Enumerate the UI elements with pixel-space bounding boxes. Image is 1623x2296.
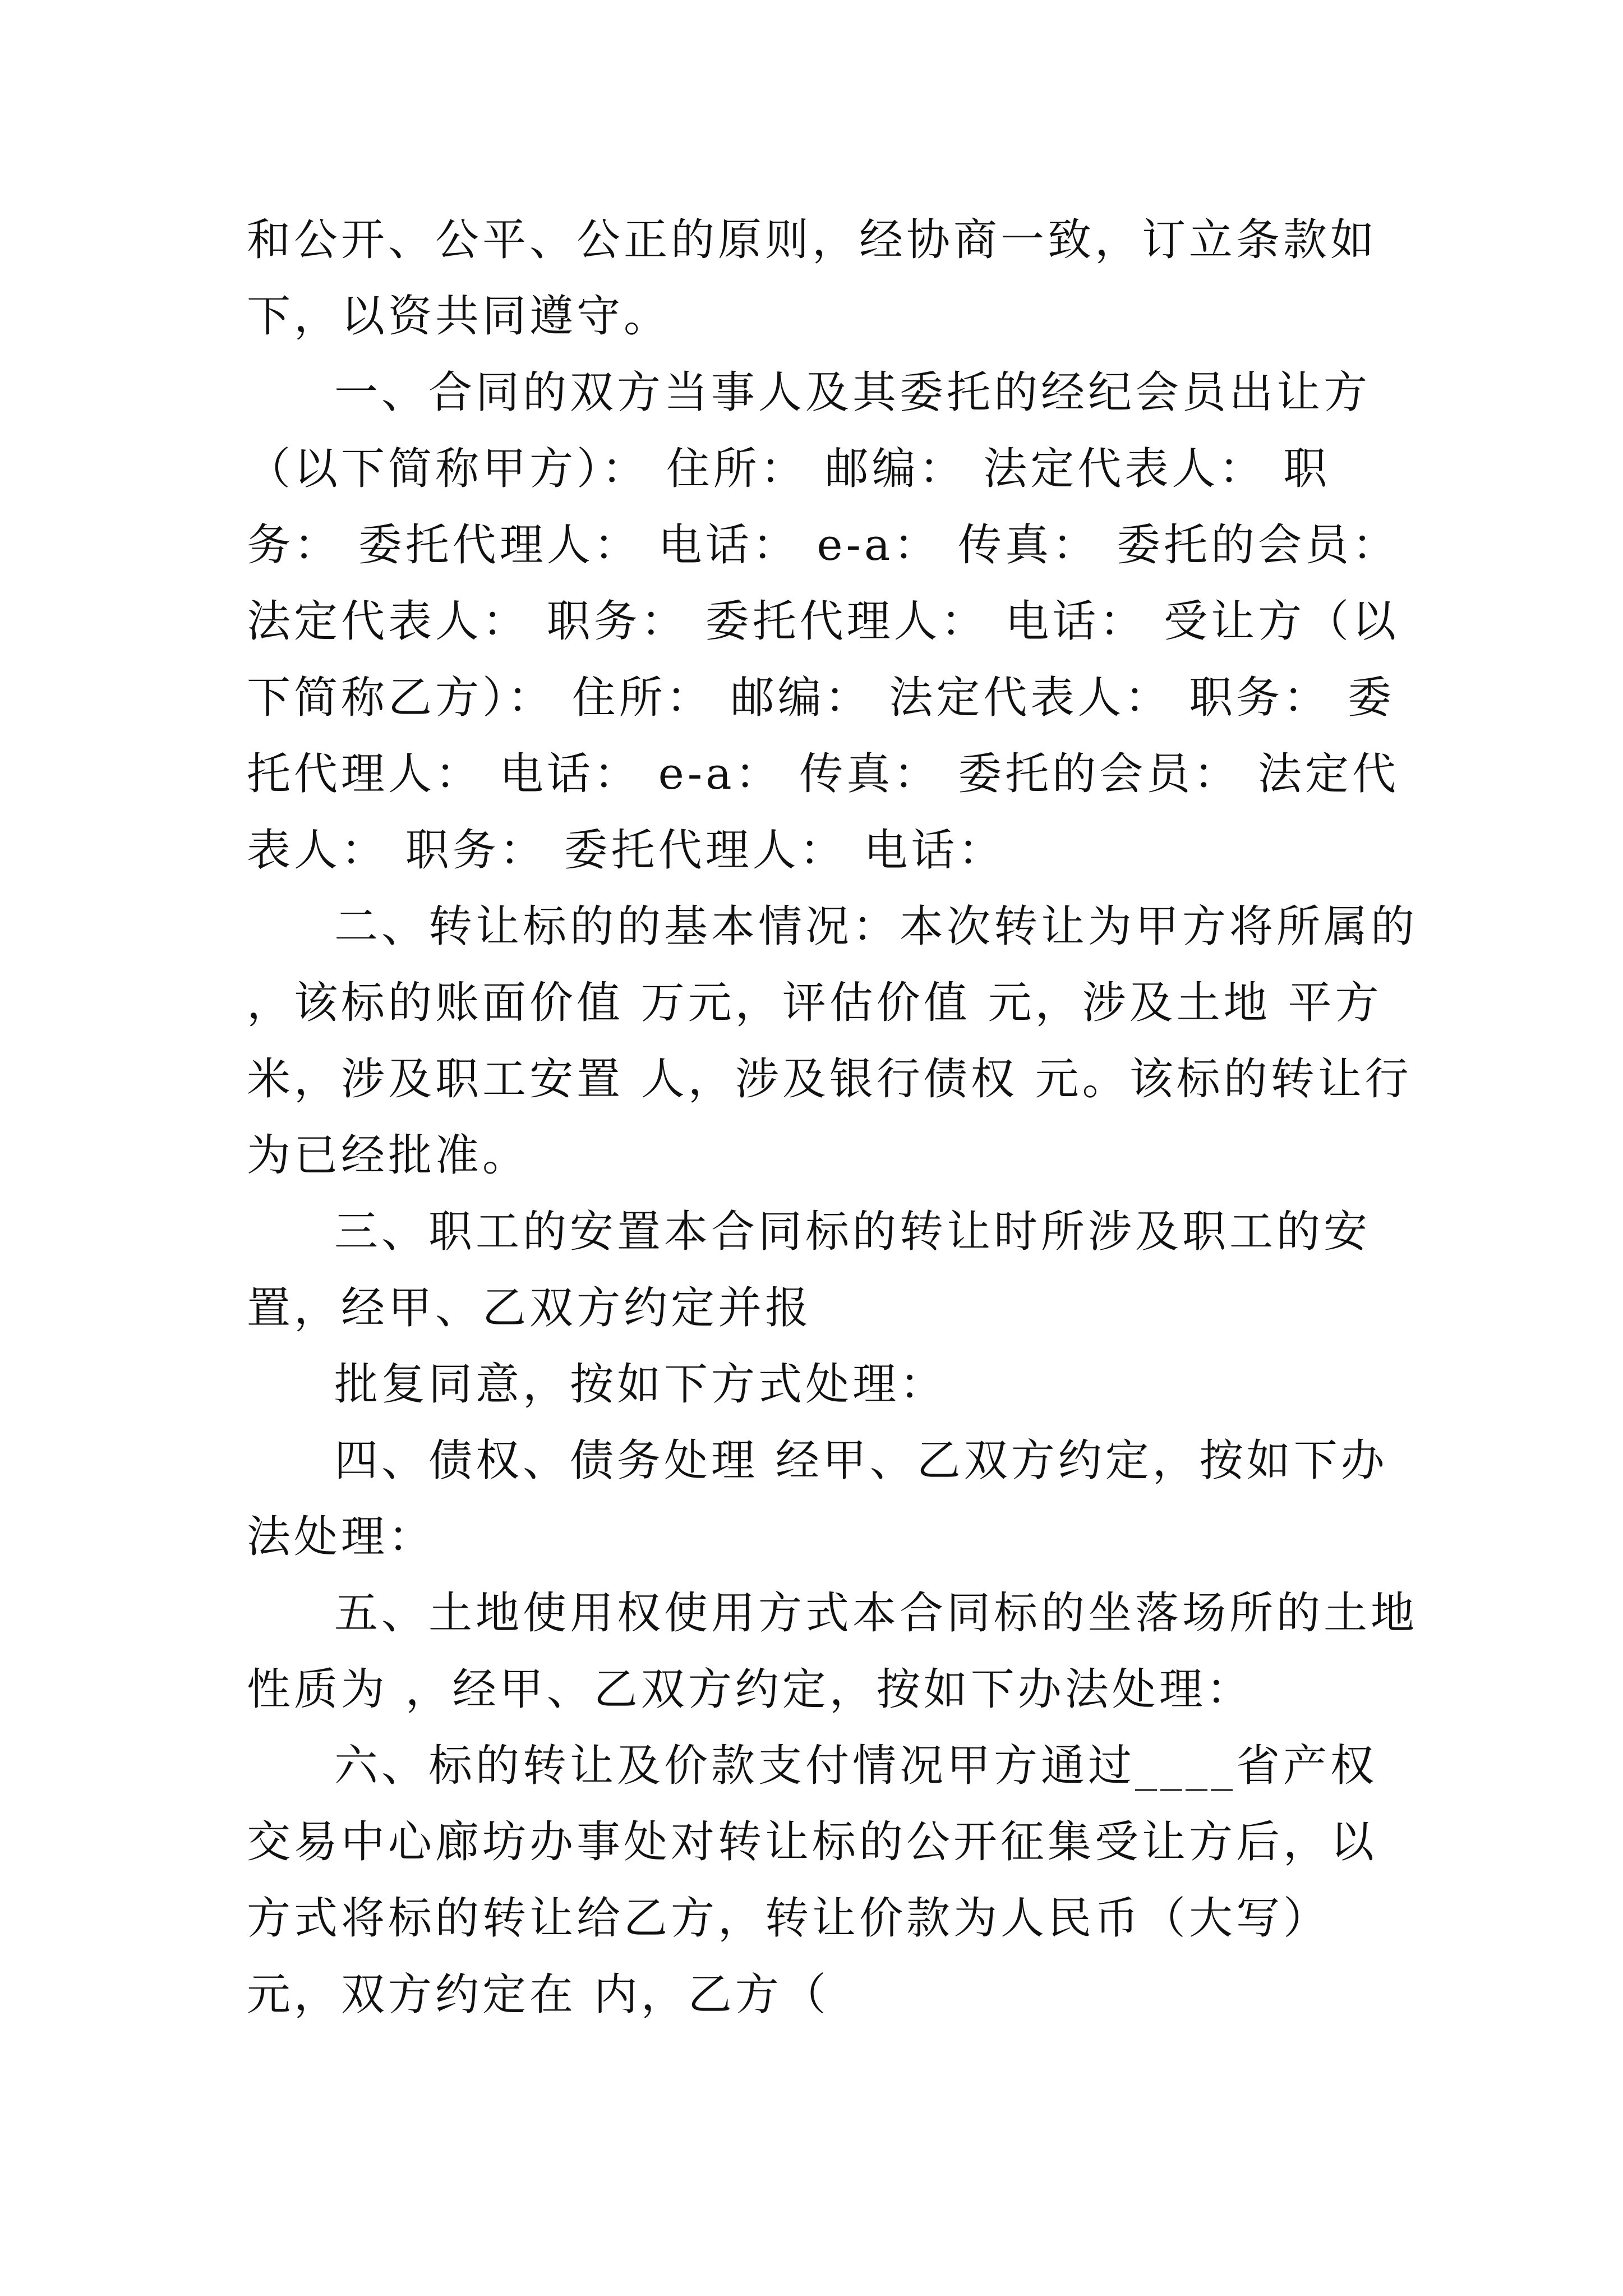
paragraph-staff-placement: 三、职工的安置本合同标的转让时所涉及职工的安置，经甲、乙双方约定并报 <box>247 1207 1371 1333</box>
paragraph-debts: 四、债权、债务处理 经甲、乙双方约定，按如下办法处理： <box>247 1435 1388 1562</box>
paragraph-land-use: 五、土地使用权使用方式本合同标的坐落场所的土地性质为 ，经甲、乙双方约定，按如下办法处理： <box>247 1588 1418 1715</box>
paragraph-subject-matter: 二、转让标的的基本情况：本次转让为甲方将所属的 ，该标的账面价值 万元，评估价值 元，涉及土地 平方米，涉及职工安置 人，涉及银行债权 元。该标的转让行为已经批准。 <box>247 901 1418 1181</box>
document-body <box>247 202 1419 2033</box>
paragraph-transfer-payment: 六、标的转让及价款支付情况甲方通过____省产权交易中心廊坊办事处对转让标的公开征集受让方后，以 方式将标的转让给乙方，转让价款为人民币（大写） 元，双方约定在 内，乙方（ <box>247 1741 1378 2020</box>
paragraph-principles: 和公开、公平、公正的原则，经协商一致，订立条款如下，以资共同遵守。 <box>247 215 1378 342</box>
paragraph-approval: 批复同意，按如下方式处理： <box>334 1359 947 1410</box>
paragraph-parties: 一、合同的双方当事人及其委托的经纪会员出让方（以下简称甲方）： 住所： 邮编： 法定代表人： 职务： 委托代理人： 电话： e-a： 传真： 委托的会员： 法定代表人： 职务： 委托代理人： 电话： 受让方（以下简称乙方）： 住所： 邮编： 法定代表人： 职务： 委托代理人： 电话： e-a： 传真： 委托的会员： 法定代表人： 职务： 委托代理人： 电话： <box>247 367 1400 876</box>
